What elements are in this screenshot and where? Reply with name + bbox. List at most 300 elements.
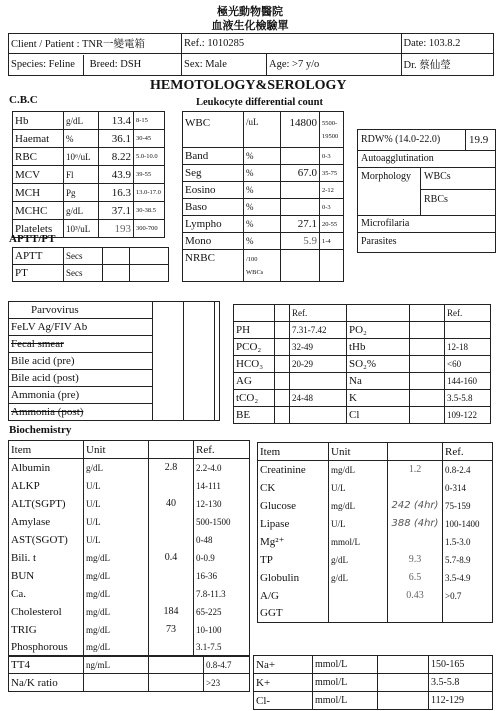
species: Species: Feline [9, 55, 84, 75]
thyroid-unit: ng/mL [84, 656, 149, 674]
age: Age: >7 y/o [267, 54, 402, 76]
thyroid-ref: 0.8-4.7 [204, 656, 250, 674]
gas-name [347, 305, 410, 322]
thyroid-value [149, 656, 204, 674]
biochem-unit: g/dL [84, 459, 149, 477]
leuko-value: 5.9 [281, 233, 320, 250]
biochemistry-right-table [257, 442, 493, 623]
gas-value [410, 390, 445, 407]
biochem-row [258, 533, 493, 551]
biochem-unit: mg/dL [84, 603, 149, 621]
biochem-unit [329, 587, 388, 605]
nrbc-value [281, 250, 320, 282]
leuko-unit: % [244, 165, 281, 182]
gas-row [234, 322, 491, 339]
gas-ref: 7.31-7.42 [290, 322, 347, 339]
nrbc-unit [244, 250, 281, 282]
biochem-name: ALKP [9, 477, 84, 495]
biochem-unit: mg/dL [84, 621, 149, 639]
cbc-row [13, 166, 165, 184]
biochem-row [258, 605, 493, 623]
wbc-ref [320, 112, 344, 148]
leuko-row [183, 216, 344, 233]
doctor: Dr. 蔡仙瑩 [401, 54, 493, 76]
electrolyte-name: Cl- [254, 692, 313, 710]
biochem-value [388, 533, 443, 551]
serology-col [153, 387, 184, 404]
biochem-unit: mg/dL [84, 567, 149, 585]
biochem-row [9, 549, 250, 567]
cbc-value: 13.4 [99, 112, 134, 130]
biochem-value: 388 (4hr) [388, 515, 443, 533]
gas-name: Na [347, 373, 410, 390]
gas-name: PO₂ [347, 322, 410, 339]
wbc-name: WBC [183, 112, 244, 148]
leuko-name: Seg [183, 165, 244, 182]
cbc-name: RBC [13, 148, 64, 166]
biochem-ref: 0-314 [443, 479, 493, 497]
biochem-name: Creatinine [258, 461, 329, 479]
electrolyte-row [254, 692, 493, 710]
serology-col [153, 319, 184, 336]
biochem-ref [443, 605, 493, 623]
gas-value [410, 339, 445, 356]
gas-name: BE [234, 407, 275, 424]
wbc-ref-high: 19500 [322, 132, 339, 140]
leuko-row [183, 165, 344, 182]
aptt-name: PT [13, 265, 64, 282]
biochem-value: 2.8 [149, 459, 194, 477]
report-date: Date: 103.8.2 [401, 34, 493, 54]
biochem-ref: 16-36 [194, 567, 250, 585]
leuko-ref: 20-55 [320, 216, 344, 233]
electrolyte-name: Na+ [254, 656, 313, 674]
cbc-name: Hb [13, 112, 64, 130]
serology-name: Bile acid (pre) [9, 353, 153, 370]
serology-table [8, 301, 220, 421]
electrolyte-value [378, 674, 429, 692]
biochem-row [9, 585, 250, 603]
biochem-unit: U/L [84, 513, 149, 531]
leuko-value: 27.1 [281, 216, 320, 233]
cbc-value: 37.1 [99, 202, 134, 220]
serology-col [215, 302, 220, 319]
leukocyte-table [182, 111, 344, 282]
gas-row [234, 356, 491, 373]
biochem-unit: U/L [329, 515, 388, 533]
thyroid-ref: >23 [204, 674, 250, 692]
cbc-value: 16.3 [99, 184, 134, 202]
biochem-value [149, 477, 194, 495]
leuko-row [183, 182, 344, 199]
biochem-unit: U/L [84, 495, 149, 513]
electrolyte-ref: 112-129 [429, 692, 493, 710]
cbc-name: Platelets [13, 220, 64, 238]
serology-col [215, 370, 220, 387]
cbc-unit: Fl [64, 166, 99, 184]
leuko-value: 67.0 [281, 165, 320, 182]
biochem-row [9, 459, 250, 477]
biochem-header-item: Item [258, 443, 329, 461]
biochem-name: Glucose [258, 497, 329, 515]
leuko-unit: % [244, 216, 281, 233]
biochemistry-left-table [8, 440, 250, 657]
gas-name: tHb [347, 339, 410, 356]
serology-name: Ammonia (pre) [9, 387, 153, 404]
cbc-ref: 13.0-17.0 [134, 184, 165, 202]
gas-ref: <60 [445, 356, 491, 373]
leuko-unit: % [244, 182, 281, 199]
cbc-ref: 30-45 [134, 130, 165, 148]
biochem-name: Globulin [258, 569, 329, 587]
biochem-ref: 12-130 [194, 495, 250, 513]
biochem-name: Amylase [9, 513, 84, 531]
biochem-header-row [258, 443, 493, 461]
cbc-ref: 30-38.5 [134, 202, 165, 220]
biochem-header-item: Item [9, 441, 84, 459]
biochem-value [388, 605, 443, 623]
biochem-unit: U/L [84, 531, 149, 549]
leuko-ref: 35-75 [320, 165, 344, 182]
leuko-row [183, 199, 344, 216]
gas-row [234, 373, 491, 390]
cbc-ref: 5.0-10.0 [134, 148, 165, 166]
biochem-name: A/G [258, 587, 329, 605]
leuko-unit: % [244, 148, 281, 165]
biochem-value: 0.4 [149, 549, 194, 567]
serology-col [153, 404, 184, 421]
gas-row [234, 339, 491, 356]
biochem-ref: 1.5-3.0 [443, 533, 493, 551]
biochem-value [149, 585, 194, 603]
biochem-unit: g/dL [329, 569, 388, 587]
gas-value [275, 390, 290, 407]
electrolyte-unit: mmol/L [313, 656, 378, 674]
gas-name: PH [234, 322, 275, 339]
morphology-wbcs-label: WBCs [424, 171, 451, 182]
serology-col [215, 319, 220, 336]
cbc-unit: Pg [64, 184, 99, 202]
serology-col [215, 404, 220, 421]
serology-row [9, 387, 220, 404]
serology-row [9, 336, 220, 353]
biochem-row [258, 587, 493, 605]
biochem-unit [329, 605, 388, 623]
leuko-row [183, 148, 344, 165]
electrolyte-unit: mmol/L [313, 692, 378, 710]
aptt-ref [130, 265, 169, 282]
gas-name: HCO₃ [234, 356, 275, 373]
leuko-value [281, 199, 320, 216]
cbc-unit: 10⁶/uL [64, 148, 99, 166]
serology-name: FeLV Ag/FIV Ab [9, 319, 153, 336]
serology-col [184, 370, 215, 387]
biochem-ref: 3.5-4.9 [443, 569, 493, 587]
rdw-label: RDW% (14.0-22.0) [361, 134, 441, 145]
wbc-unit: /uL [244, 112, 281, 148]
biochem-header-row [9, 441, 250, 459]
cbc-value: 8.22 [99, 148, 134, 166]
breed: Breed: DSH [89, 58, 142, 70]
cbc-value: 43.9 [99, 166, 134, 184]
biochem-row [258, 479, 493, 497]
thyroid-value [149, 674, 204, 692]
biochem-value [149, 531, 194, 549]
cbc-name: MCV [13, 166, 64, 184]
biochem-name: Albumin [9, 459, 84, 477]
nrbc-unit-line1: /100 [246, 255, 258, 263]
biochem-unit: mg/dL [329, 497, 388, 515]
biochem-row [9, 567, 250, 585]
aptt-value [103, 265, 130, 282]
biochem-name: CK [258, 479, 329, 497]
gas-value [410, 373, 445, 390]
blood-gas-table [233, 304, 491, 424]
biochem-row [9, 531, 250, 549]
serology-col [215, 387, 220, 404]
biochem-value [149, 567, 194, 585]
aptt-unit: Secs [64, 265, 103, 282]
leuko-name: Lympho [183, 216, 244, 233]
cbc-value: 193 [99, 220, 134, 238]
section-title-biochemistry: Biochemistry [9, 424, 72, 436]
biochem-row [9, 621, 250, 639]
cbc-unit: % [64, 130, 99, 148]
electrolyte-row [254, 674, 493, 692]
section-title-aptt: APTT/PT [9, 233, 56, 245]
cbc-row [13, 148, 165, 166]
gas-ref [445, 322, 491, 339]
biochem-value: 6.5 [388, 569, 443, 587]
biochem-name: Bili. t [9, 549, 84, 567]
rdw-morphology-box [357, 129, 496, 253]
cbc-name: Haemat [13, 130, 64, 148]
morphology-label: Morphology [361, 171, 411, 182]
biochem-name: Cholesterol [9, 603, 84, 621]
biochem-ref: 500-1500 [194, 513, 250, 531]
gas-ref-header: Ref. [290, 305, 347, 322]
gas-ref: 12-18 [445, 339, 491, 356]
biochem-ref: 10-100 [194, 621, 250, 639]
biochem-ref: 0-48 [194, 531, 250, 549]
morphology-rbcs-label: RBCs [424, 194, 448, 205]
leuko-name: Band [183, 148, 244, 165]
biochem-row [258, 515, 493, 533]
biochem-row [9, 477, 250, 495]
parasites-label: Parasites [361, 236, 397, 247]
serology-col [215, 336, 220, 353]
gas-value [275, 373, 290, 390]
wbc-value: 14800 [281, 112, 320, 148]
biochem-row [258, 461, 493, 479]
aptt-value [103, 248, 130, 265]
gas-name: AG [234, 373, 275, 390]
electrolyte-value [378, 656, 429, 674]
serology-name: Parvovirus [9, 302, 153, 319]
leuko-unit: % [244, 199, 281, 216]
biochem-unit: mg/dL [84, 639, 149, 657]
cbc-ref: 39-55 [134, 166, 165, 184]
electrolyte-value [378, 692, 429, 710]
electrolyte-name: K+ [254, 674, 313, 692]
gas-name: K [347, 390, 410, 407]
species-breed [9, 54, 182, 76]
gas-name: Cl [347, 407, 410, 424]
leuko-value [281, 148, 320, 165]
biochem-ref: 5.7-8.9 [443, 551, 493, 569]
biochem-value: 0.43 [388, 587, 443, 605]
biochem-value: 1.2 [388, 461, 443, 479]
thyroid-name: Na/K ratio [9, 674, 84, 692]
leuko-ref: 1-4 [320, 233, 344, 250]
cbc-row [13, 112, 165, 130]
thyroid-unit [84, 674, 149, 692]
electrolyte-ref: 150-165 [429, 656, 493, 674]
microfilaria-label: Microfilaria [361, 218, 410, 229]
biochem-row [9, 603, 250, 621]
gas-ref: 3.5-5.8 [445, 390, 491, 407]
serology-col [184, 336, 215, 353]
cbc-row [13, 202, 165, 220]
biochem-header-value [388, 443, 443, 461]
form-title: 血液生化檢驗單 [211, 20, 289, 32]
serology-col [153, 370, 184, 387]
serology-row [9, 370, 220, 387]
gas-header-row [234, 305, 491, 322]
cbc-value: 36.1 [99, 130, 134, 148]
gas-ref [290, 373, 347, 390]
leuko-unit: % [244, 233, 281, 250]
biochem-ref: 7.8-11.3 [194, 585, 250, 603]
thyroid-name: TT4 [9, 656, 84, 674]
gas-ref: 24-48 [290, 390, 347, 407]
serology-name: Bile acid (post) [9, 370, 153, 387]
gas-blank [410, 305, 445, 322]
serology-col [184, 404, 215, 421]
biochem-unit: mg/dL [84, 549, 149, 567]
gas-value [275, 322, 290, 339]
biochem-name: ALT(SGPT) [9, 495, 84, 513]
sex: Sex: Male [182, 54, 267, 76]
biochem-row [258, 569, 493, 587]
nrbc-name: NRBC [183, 250, 244, 282]
serology-col [184, 319, 215, 336]
biochem-ref: >0.7 [443, 587, 493, 605]
wbc-row [183, 112, 344, 148]
gas-name: tCO₂ [234, 390, 275, 407]
cbc-unit: g/dL [64, 202, 99, 220]
thyroid-row [9, 674, 250, 692]
cbc-ref: 300-700 [134, 220, 165, 238]
biochem-value: 242 (4hr) [388, 497, 443, 515]
gas-ref: 144-160 [445, 373, 491, 390]
biochem-row [9, 495, 250, 513]
biochem-ref: 100-1400 [443, 515, 493, 533]
biochem-unit: U/L [329, 479, 388, 497]
nrbc-ref [320, 250, 344, 282]
gas-ref-header: Ref. [445, 305, 491, 322]
cbc-name: MCH [13, 184, 64, 202]
leuko-name: Mono [183, 233, 244, 250]
cbc-row [13, 130, 165, 148]
serology-row [9, 353, 220, 370]
hospital-name: 極光動物醫院 [217, 6, 283, 18]
biochem-ref: 2.2-4.0 [194, 459, 250, 477]
gas-ref: 32-49 [290, 339, 347, 356]
serology-col [153, 353, 184, 370]
serology-col [184, 387, 215, 404]
leuko-row [183, 233, 344, 250]
biochem-ref: 0.8-2.4 [443, 461, 493, 479]
biochem-unit: mg/dL [84, 585, 149, 603]
autoagglutination-label: Autoagglutination [361, 153, 434, 164]
aptt-row [13, 265, 169, 282]
aptt-name: APTT [13, 248, 64, 265]
biochem-unit: mmol/L [329, 533, 388, 551]
section-title-hematology: HEMOTOLOGY&SEROLOGY [150, 78, 347, 93]
gas-blank [275, 305, 290, 322]
gas-row [234, 407, 491, 424]
nrbc-unit-line2: WBCs [246, 268, 264, 276]
patient-info-table [8, 33, 494, 76]
gas-name: PCO₂ [234, 339, 275, 356]
cbc-unit: g/dL [64, 112, 99, 130]
section-title-leukocyte: Leukocyte differential count [196, 97, 323, 108]
leuko-ref: 0-3 [320, 148, 344, 165]
serology-col [153, 302, 184, 319]
biochem-value: 184 [149, 603, 194, 621]
biochem-unit: U/L [84, 477, 149, 495]
leuko-name: Eosino [183, 182, 244, 199]
biochem-ref: 3.1-7.5 [194, 639, 250, 657]
serology-name: Fecal smear [9, 336, 153, 353]
gas-name [234, 305, 275, 322]
gas-value [410, 407, 445, 424]
gas-ref: 109-122 [445, 407, 491, 424]
serology-row [9, 319, 220, 336]
cbc-ref: 8-15 [134, 112, 165, 130]
biochem-unit: mg/dL [329, 461, 388, 479]
biochem-name: BUN [9, 567, 84, 585]
biochem-name: TRIG [9, 621, 84, 639]
thyroid-row [9, 656, 250, 674]
gas-ref: 20-29 [290, 356, 347, 373]
biochem-header-value [149, 441, 194, 459]
gas-value [275, 407, 290, 424]
biochem-header-unit: Unit [84, 441, 149, 459]
electrolyte-row [254, 656, 493, 674]
biochem-name: Ca. [9, 585, 84, 603]
biochem-name: TP [258, 551, 329, 569]
gas-name: SO₂% [347, 356, 410, 373]
aptt-row [13, 248, 169, 265]
biochem-value: 40 [149, 495, 194, 513]
wbc-ref-low: 5500- [322, 119, 338, 127]
biochem-unit: g/dL [329, 551, 388, 569]
electrolyte-unit: mmol/L [313, 674, 378, 692]
serology-col [153, 336, 184, 353]
serology-col [184, 302, 215, 319]
biochem-header-ref: Ref. [194, 441, 250, 459]
nrbc-row [183, 250, 344, 282]
biochem-row [258, 551, 493, 569]
electrolyte-table [253, 655, 493, 710]
cbc-row [13, 184, 165, 202]
biochem-name: Lipase [258, 515, 329, 533]
client-patient: Client / Patient : TNR一變電箱 [9, 34, 182, 54]
biochem-header-unit: Unit [329, 443, 388, 461]
biochem-value [149, 639, 194, 657]
